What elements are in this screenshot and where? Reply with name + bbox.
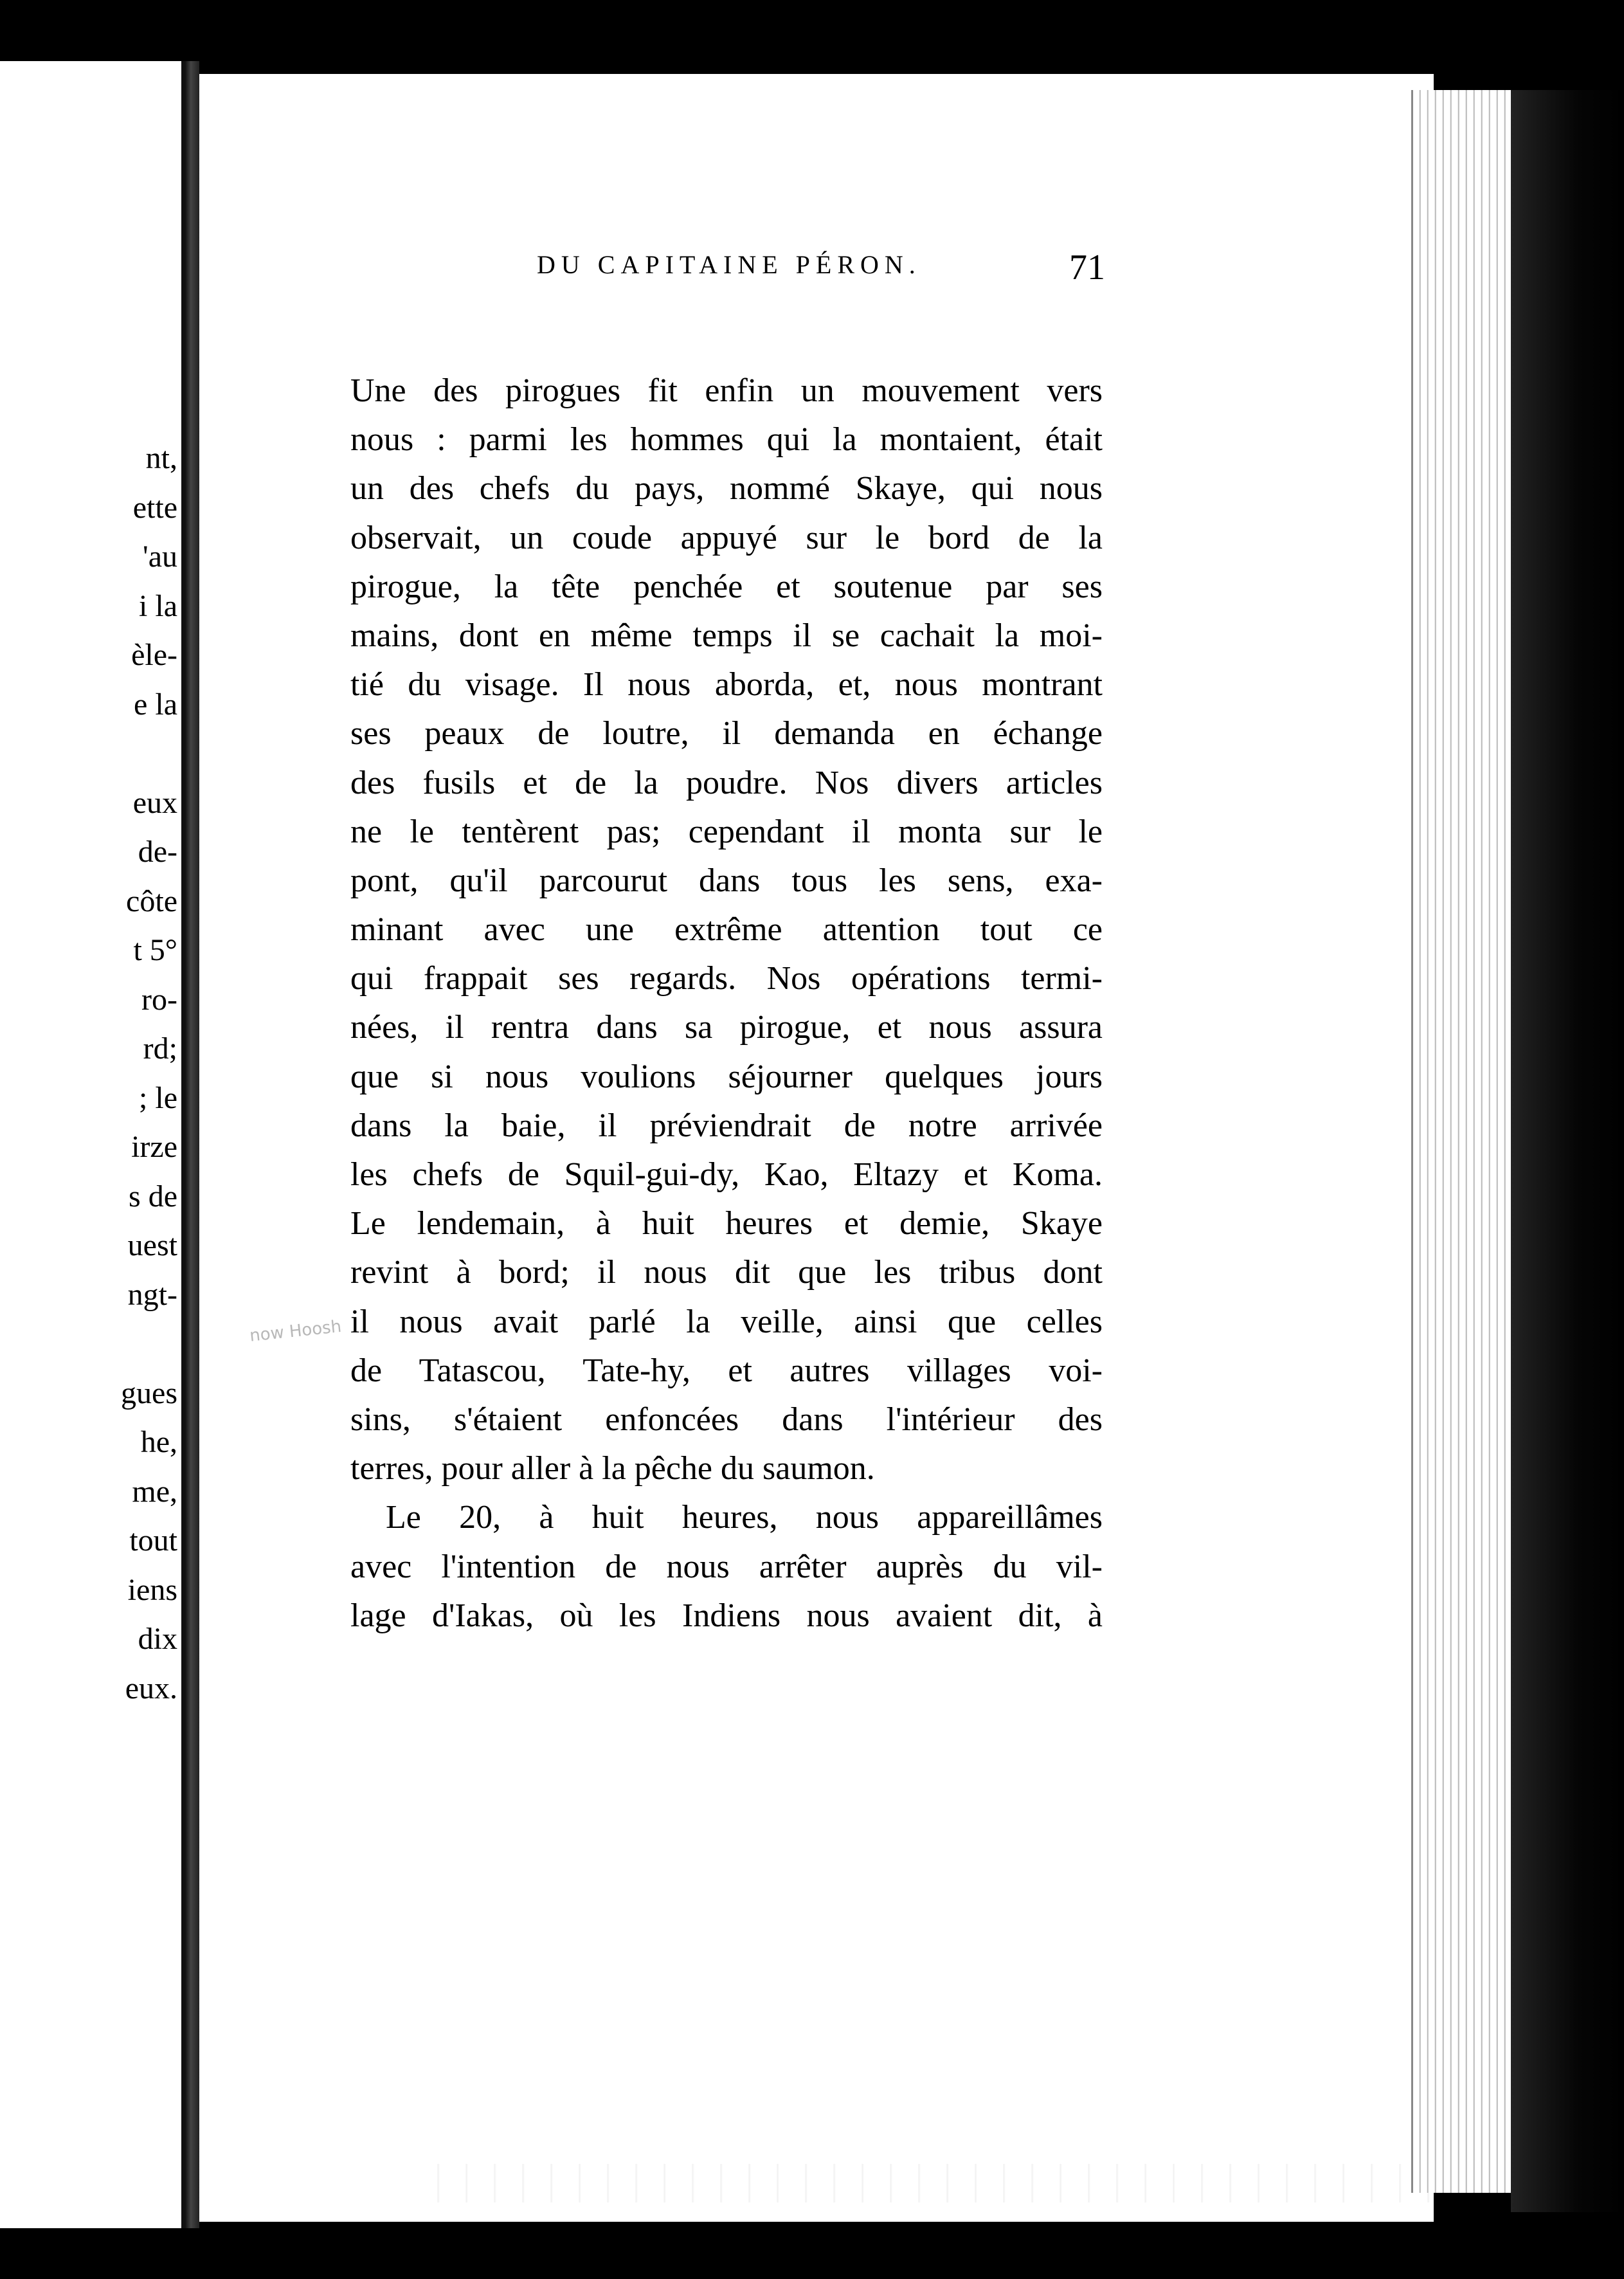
left-line: irze [131, 1130, 177, 1164]
text-line: que si nous voulions séjourner quelques jours [350, 1058, 1103, 1095]
left-facing-page [0, 61, 185, 2228]
text-line: de Tatascou, Tate-hy, et autres villages voi- [350, 1352, 1103, 1389]
left-line: eux. [125, 1671, 177, 1705]
text-line: Le lendemain, à huit heures et demie, Skaye [350, 1205, 1103, 1242]
text-line: terres, pour aller à la pêche du saumon. [350, 1450, 875, 1487]
left-line: côte [126, 884, 177, 918]
left-page-text [4, 434, 177, 1713]
left-line: ngt- [127, 1277, 177, 1312]
page-number: 71 [1069, 248, 1105, 287]
text-line: dans la baie, il préviendrait de notre arrivée [350, 1107, 1103, 1144]
text-line: un des chefs du pays, nommé Skaye, qui nous [350, 470, 1103, 507]
left-line-gap [4, 729, 177, 779]
text-line: observait, un coude appuyé sur le bord de la [350, 519, 1103, 556]
text-line: sins, s'étaient enfoncées dans l'intérieur des [350, 1401, 1103, 1438]
handwritten-margin-note: now Hoosh [248, 1316, 343, 1346]
text-line: nées, il rentra dans sa pirogue, et nous assura [350, 1009, 1103, 1046]
text-line: Une des pirogues fit enfin un mouvement vers [350, 372, 1103, 409]
text-line: ne le tentèrent pas; cependant il monta sur le [350, 813, 1103, 850]
left-line: he, [140, 1425, 177, 1459]
left-line: dix [138, 1622, 177, 1656]
text-line: pirogue, la tête penchée et soutenue par ses [350, 568, 1103, 605]
left-line: nt, [145, 441, 177, 475]
text-line: avec l'intention de nous arrêter auprès du vil- [350, 1548, 1103, 1585]
left-line: gues [121, 1376, 177, 1410]
left-line: ro- [141, 982, 177, 1017]
left-line: èle- [131, 638, 177, 672]
left-line: s de [129, 1179, 177, 1213]
left-line: rd; [143, 1031, 177, 1066]
page-edge-stack [1411, 90, 1513, 2193]
left-line: ; le [139, 1080, 177, 1115]
text-line: il nous avait parlé la veille, ainsi que celles [350, 1303, 1103, 1340]
left-line: ette [132, 490, 177, 525]
left-line: uest [127, 1228, 177, 1262]
book-gutter [185, 61, 199, 2228]
text-line: les chefs de Squil-gui-dy, Kao, Eltazy et Koma. [350, 1156, 1103, 1193]
left-line: t 5° [133, 933, 177, 967]
text-line: lage d'Iakas, où les Indiens nous avaient dit, à [350, 1597, 1103, 1634]
text-line: des fusils et de la poudre. Nos divers articles [350, 764, 1103, 801]
text-line: mains, dont en même temps il se cachait la moi- [350, 617, 1103, 654]
paper-texture [411, 2164, 1434, 2202]
left-line: de- [138, 835, 177, 869]
text-line: nous : parmi les hommes qui la montaient, était [350, 421, 1103, 459]
text-line: tié du visage. Il nous aborda, et, nous montrant [350, 666, 1103, 704]
left-line-gap [4, 1320, 177, 1369]
left-line: i la [139, 588, 177, 623]
body-text [350, 367, 1103, 1640]
text-line: revint à bord; il nous dit que les tribus dont [350, 1254, 1103, 1291]
left-line: e la [134, 687, 177, 722]
left-line: 'au [143, 540, 177, 574]
left-line: tout [129, 1523, 177, 1557]
text-line: pont, qu'il parcourut dans tous les sens, exa- [350, 862, 1103, 899]
text-line: minant avec une extrême attention tout ce [350, 911, 1103, 949]
left-line: iens [127, 1572, 177, 1607]
running-title: DU CAPITAINE PÉRON. [537, 250, 921, 279]
text-line: ses peaux de loutre, il demanda en échange [350, 715, 1103, 752]
text-line: Le 20, à huit heures, nous appareillâmes [386, 1499, 1103, 1536]
text-line: qui frappait ses regards. Nos opérations termi- [350, 960, 1103, 997]
left-line: me, [132, 1474, 177, 1509]
running-head [350, 239, 1122, 291]
book-binding [1511, 90, 1624, 2212]
left-line: eux [132, 785, 177, 820]
